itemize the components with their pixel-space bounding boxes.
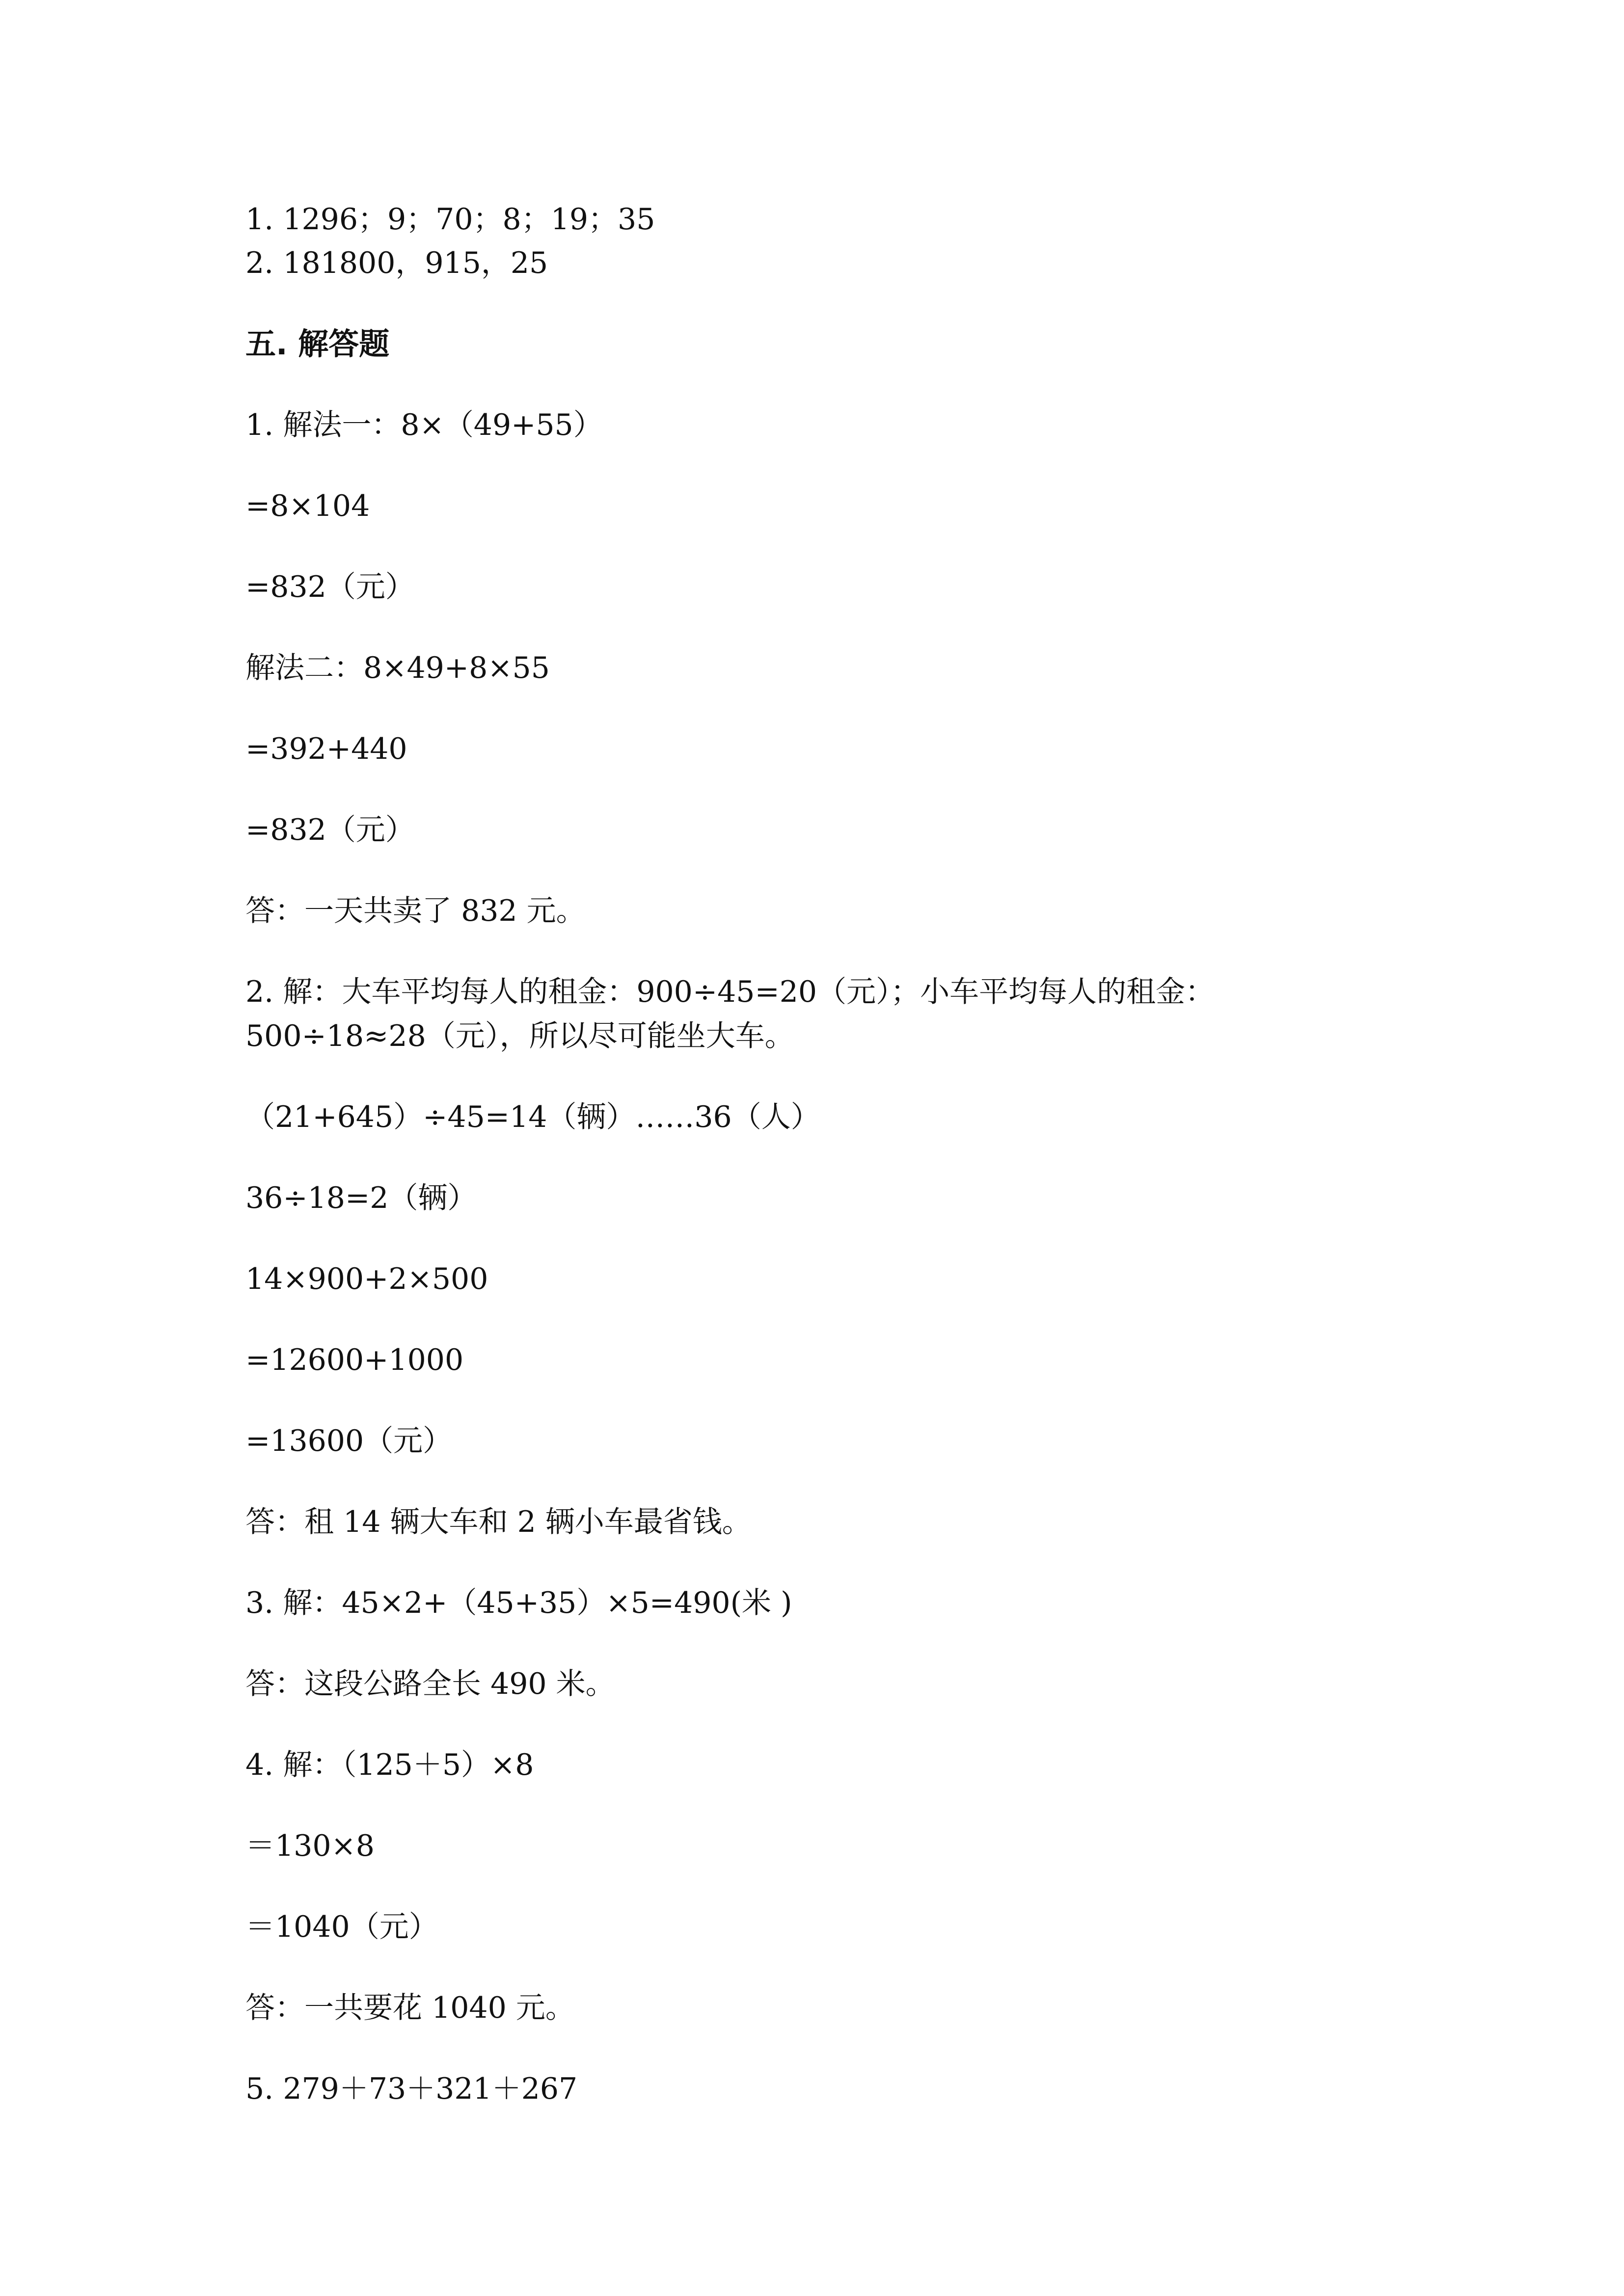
problem5-line1: 5. 279＋73＋321＋267 [245, 2072, 578, 2106]
problem2-line5: 14×900+2×500 [245, 1262, 488, 1296]
section-heading: 五. 解答题 [245, 326, 390, 362]
problem4-answer: 答：一共要花 1040 元。 [245, 1991, 575, 2025]
problem1-line4: 解法二：8×49+8×55 [245, 651, 550, 685]
problem4-line3: ＝1040（元） [245, 1910, 438, 1944]
fill-answer-2: 2. 181800，915，25 [245, 246, 548, 280]
problem2-line3: （21+645）÷45=14（辆）……36（人） [245, 1100, 820, 1134]
problem1-line6: =832（元） [245, 813, 415, 847]
problem1-line5: =392+440 [245, 732, 407, 766]
problem3-line1: 3. 解：45×2+（45+35）×5=490(米 ) [245, 1586, 792, 1620]
problem1-answer: 答：一天共卖了 832 元。 [245, 894, 586, 928]
problem2-line1: 2. 解：大车平均每人的租金：900÷45=20（元）；小车平均每人的租金： [245, 975, 1215, 1009]
problem2-answer: 答：租 14 辆大车和 2 辆小车最省钱。 [245, 1505, 752, 1539]
problem2-line4: 36÷18=2（辆） [245, 1181, 477, 1215]
problem1-line2: =8×104 [245, 489, 370, 523]
problem1-line1: 1. 解法一：8×（49+55） [245, 408, 603, 442]
problem1-line3: =832（元） [245, 570, 415, 604]
problem2-line6: =12600+1000 [245, 1343, 464, 1377]
problem3-answer: 答：这段公路全长 490 米。 [245, 1667, 615, 1701]
problem2-line2: 500÷18≈28（元），所以尽可能坐大车。 [245, 1019, 794, 1053]
problem2-line7: =13600（元） [245, 1424, 453, 1458]
fill-answer-1: 1. 1296；9；70；8；19；35 [245, 202, 655, 237]
problem4-line2: ＝130×8 [245, 1829, 375, 1863]
problem4-line1: 4. 解：（125＋5）×8 [245, 1748, 534, 1782]
